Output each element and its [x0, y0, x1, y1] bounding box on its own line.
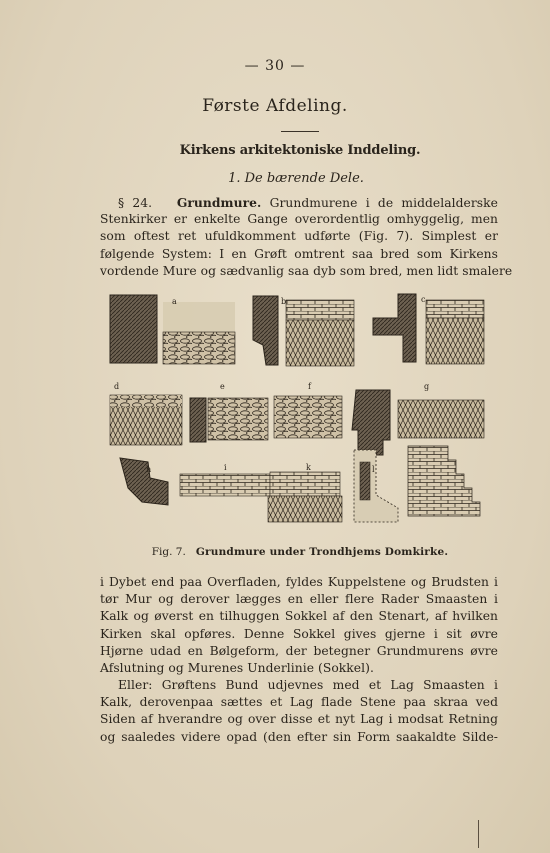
- panel-c: [373, 294, 484, 364]
- paragraph-line: Stenkirker er enkelte Gange overordentlig omhyggelig, men: [100, 212, 498, 227]
- paragraph-line: og saaledes videre opad (den efter sin Form saakaldte Silde-: [100, 729, 498, 744]
- paragraph-line: Afslutning og Murenes Underlinie (Sokkel).: [100, 660, 374, 675]
- panel-label-k: k: [306, 463, 311, 472]
- figure-number: Fig. 7.: [151, 546, 186, 558]
- paragraph-line: Kirken skal opføres. Denne Sokkel gives gjerne i sit øvre: [100, 626, 498, 641]
- paragraph-2: [100, 574, 498, 677]
- page-number: — 30 —: [244, 58, 306, 74]
- panel-label-e: e: [220, 382, 225, 391]
- paragraph-line: Hjørne udad en Bølgeform, der betegner Grundmurens øvre: [100, 643, 498, 658]
- section-heading: Grundmure.: [176, 195, 262, 210]
- panel-label-d: d: [114, 382, 120, 391]
- panel-label-b: b: [281, 297, 287, 306]
- panel-label-i: i: [224, 463, 227, 472]
- section-title: Kirkens arkitektoniske Inddeling.: [179, 143, 421, 158]
- panel-h: [120, 458, 168, 505]
- figure-foundation-walls: [108, 290, 488, 530]
- paragraph-line: Eller: Grøftens Bund udjevnes med et Lag Smaasten i: [118, 678, 498, 692]
- subsection-title: 1. De bærende Dele.: [228, 171, 364, 186]
- margin-mark: [478, 820, 485, 848]
- panel-label-c: c: [421, 295, 426, 304]
- panel-i: [180, 463, 270, 496]
- panel-a: [110, 295, 235, 364]
- figure-caption: [0, 546, 550, 558]
- paragraph-line: følgende System: I en Grøft omtrent saa bred som Kirkens: [100, 246, 498, 261]
- panel-f: [274, 382, 342, 438]
- panel-label-l: l: [372, 465, 375, 474]
- paragraph-line: Kalk, derovenpaa sættes et Lag flade Stene paa skraa ved: [100, 695, 498, 710]
- panel-l: [354, 450, 398, 522]
- paragraph-line: Siden af hverandre og over disse et nyt Lag i modsat Retning: [100, 712, 498, 727]
- paragraph-line: Kalk og øverst en tilhuggen Sokkel af den Stenart, af hvilken: [100, 609, 498, 624]
- paragraph-3: [100, 677, 498, 746]
- title-divider: [281, 131, 319, 132]
- section-number: § 24.: [118, 196, 153, 210]
- paragraph-line: vordende Mure og sædvanlig saa dyb som bred, men lidt smalere: [100, 263, 513, 278]
- paragraph-line: som oftest ret ufuldkomment udførte (Fig. 7). Simplest er: [100, 229, 498, 244]
- panel-g: [352, 382, 484, 455]
- panel-d: [110, 382, 182, 445]
- figure-title: Grundmure under Trondhjems Domkirke.: [195, 546, 449, 558]
- panel-b: [253, 296, 354, 366]
- panel-k: [268, 463, 342, 522]
- paragraph-1: [100, 194, 513, 280]
- panel-label-f: f: [308, 382, 311, 391]
- paragraph-line: i Dybet end paa Overfladen, fyldes Kuppelstene og Brudsten i: [100, 575, 498, 589]
- panel-label-g: g: [424, 382, 430, 391]
- panel-stairs: [408, 446, 480, 516]
- part-title: Første Afdeling.: [202, 96, 348, 116]
- panel-e: [190, 382, 268, 442]
- panel-label-a: a: [172, 297, 177, 306]
- panel-label-h: h: [146, 465, 152, 474]
- paragraph-line: § 24. Grundmure. Grundmurene i de middelalderske: [118, 195, 498, 210]
- paragraph-line: tør Mur og derover lægges en eller flere Rader Smaasten i: [100, 592, 498, 607]
